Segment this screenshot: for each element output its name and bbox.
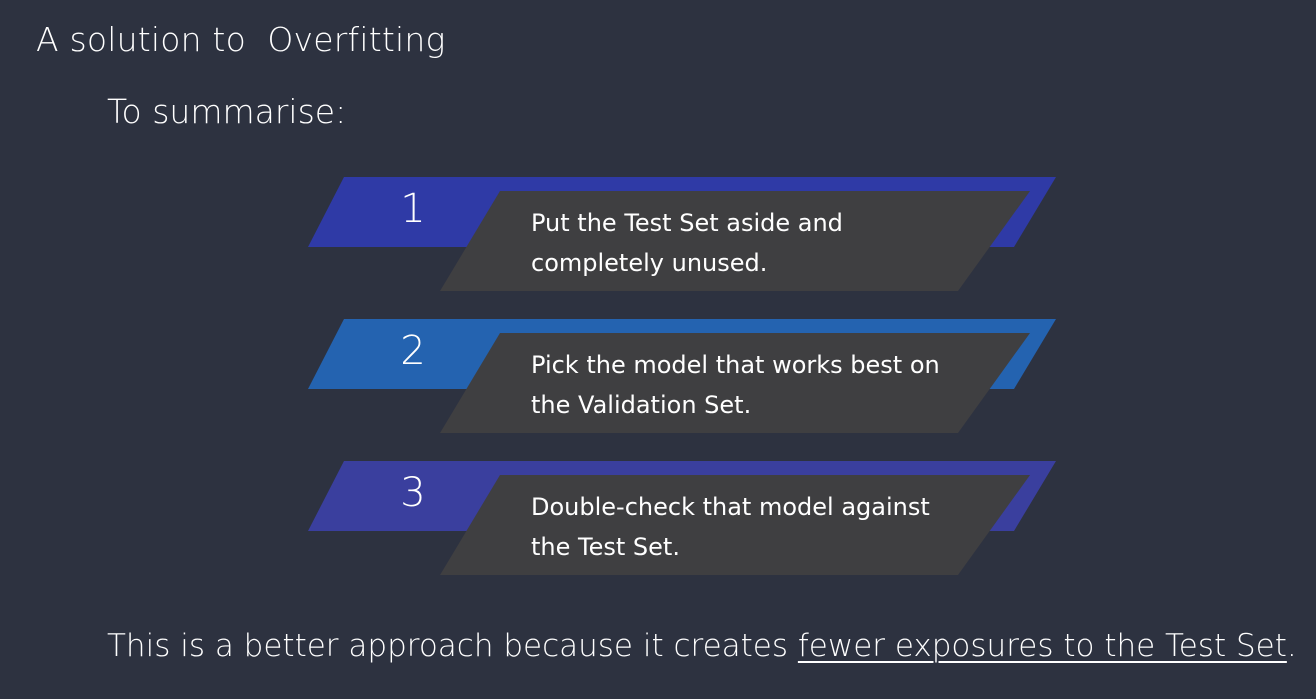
step-1-number: 1 — [400, 186, 426, 232]
conclusion-prefix: This is a better approach because it creates — [107, 628, 798, 664]
step-3 — [308, 461, 1058, 576]
step-2-text: Pick the model that works best on the Validation Set. — [531, 351, 940, 419]
step-2-number: 2 — [400, 328, 426, 374]
conclusion-suffix: . — [1286, 628, 1297, 664]
slide-title: A solution to Overfitting — [36, 20, 446, 59]
step-1-text: Put the Test Set aside and completely unused. — [531, 209, 843, 277]
conclusion — [107, 628, 1297, 664]
slide-subtitle: To summarise: — [107, 92, 347, 131]
step-2 — [308, 319, 1058, 434]
step-3-text: Double-check that model against the Test Set. — [531, 493, 930, 561]
step-3-number: 3 — [400, 470, 426, 516]
step-1 — [308, 177, 1058, 292]
conclusion-emphasis: fewer exposures to the Test Set — [797, 628, 1287, 664]
